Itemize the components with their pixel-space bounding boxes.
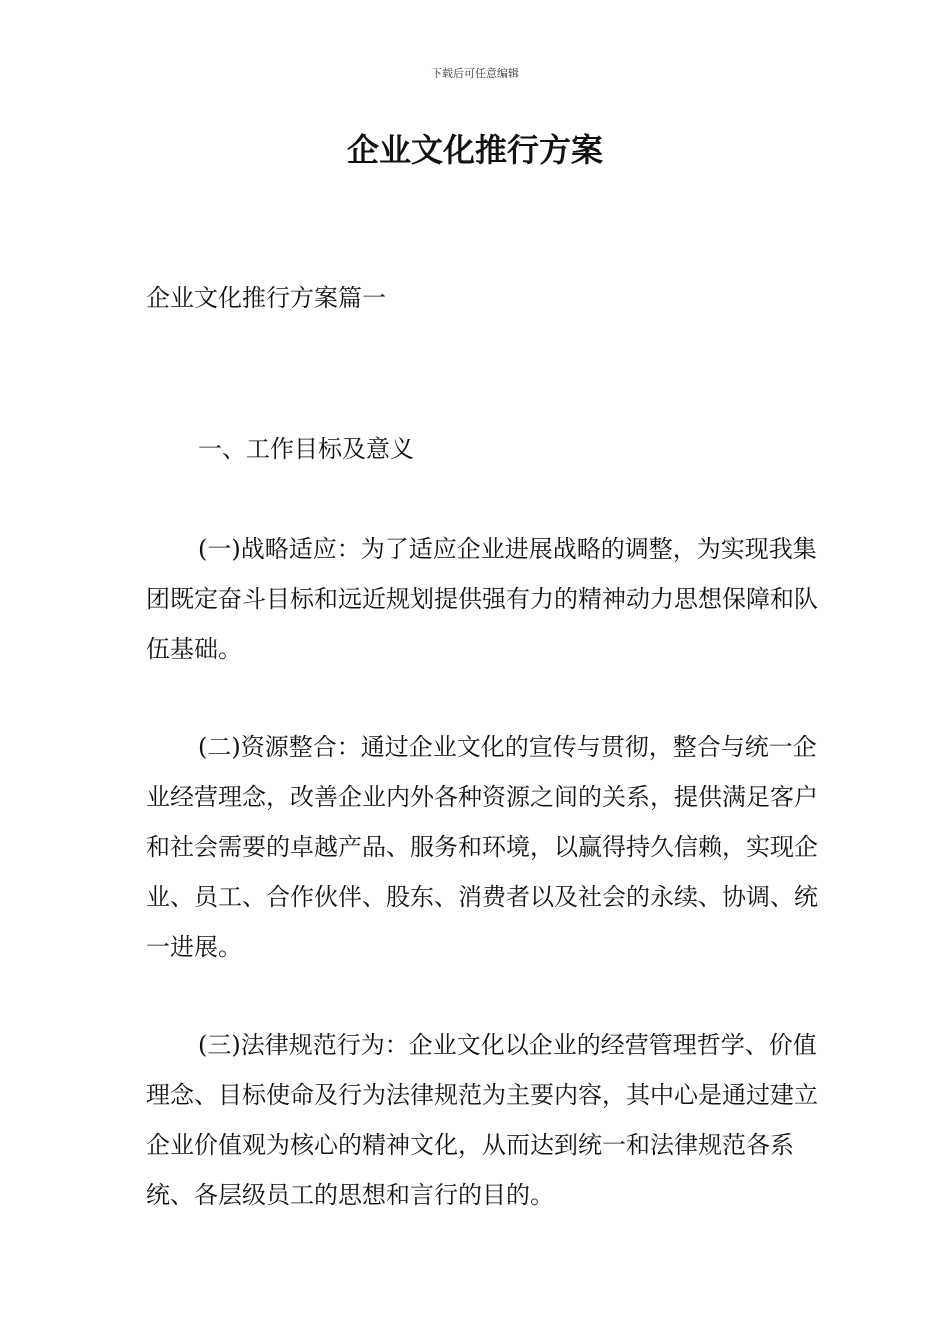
document-subtitle: 企业文化推行方案篇一: [146, 284, 386, 312]
paragraph-resources: (二)资源整合：通过企业文化的宣传与贯彻，整合与统一企业经营理念，改善企业内外各种资源之间的关系，提供满足客户和社会需要的卓越产品、服务和环境，以赢得持久信赖，实现企业、员工、合作伙伴、股东、消费者以及社会的永续、协调、统一进展。: [146, 733, 818, 961]
document-title: 企业文化推行方案: [346, 131, 603, 169]
paragraph-norms: (三)法律规范行为：企业文化以企业的经营管理哲学、价值理念、目标使命及行为法律规范为主要内容，其中心是通过建立企业价值观为核心的精神文化，从而达到统一和法律规范各系统、各层级员工的思想和言行的目的。: [146, 1031, 818, 1209]
header-note: 下载后可任意编辑: [431, 67, 519, 80]
paragraph-strategy: (一)战略适应：为了适应企业进展战略的调整，为实现我集团既定奋斗目标和远近规划提供强有力的精神动力思想保障和队伍基础。: [146, 535, 818, 663]
section-heading: 一、工作目标及意义: [198, 435, 414, 463]
